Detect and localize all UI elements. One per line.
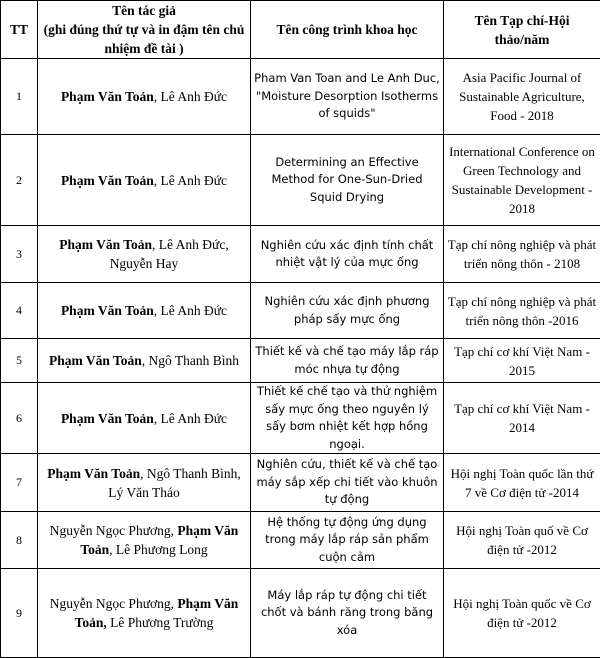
work-title: Thiết kế chế tạo và thử nghiệm sấy mực ống theo nguyên lý sấy bơm nhiệt kết hợp hồng ngoại. <box>251 383 444 454</box>
lead-author-suffix: , <box>142 353 145 368</box>
author-cell <box>38 283 251 339</box>
row-number: 5 <box>1 339 38 383</box>
header-row <box>1 1 600 59</box>
co-authors: Lê Anh Đức <box>157 411 227 426</box>
author-cell <box>38 383 251 454</box>
co-authors: Lê Phương Trường <box>107 615 214 630</box>
row-number: 2 <box>1 135 38 226</box>
author-before: Nguyễn Ngọc Phương, <box>50 523 178 538</box>
journal-name: Hội nghị Toàn quốc về Cơ điện tử -2012 <box>444 569 600 658</box>
journal-name: Tạp chí cơ khí Việt Nam - 2015 <box>444 339 600 383</box>
co-authors: Lê Anh Đức <box>157 89 227 104</box>
journal-name: Hội nghị Toàn quố về Cơ điện tử -2012 <box>444 512 600 569</box>
lead-author-suffix: , <box>140 466 143 481</box>
lead-author: Phạm Văn Toản <box>59 237 152 252</box>
lead-author-suffix: , <box>154 173 157 188</box>
work-title: Máy lắp ráp tự động chi tiết chốt và bánh răng trong băng xóa <box>251 569 444 658</box>
header-journal: Tên Tạp chí-Hội thảo/năm <box>444 1 600 59</box>
work-title: Hệ thống tự động ứng dụng trong máy lắp ráp sản phẩm cuộn cảm <box>251 512 444 569</box>
lead-author: Phạm Văn Toản <box>61 303 154 318</box>
work-title: Determining an Effective Method for One-Sun-Dried Squid Drying <box>251 135 444 226</box>
author-cell <box>38 339 251 383</box>
author-before: Nguyễn Ngọc Phương, <box>50 596 178 611</box>
table-row <box>1 569 600 658</box>
author-cell <box>38 135 251 226</box>
work-title: Pham Van Toan and Le Anh Duc, "Moisture Desorption Isotherms of squids" <box>251 59 444 135</box>
journal-name: Tạp chí nông nghiệp và phát triển nông thôn - 2108 <box>444 226 600 283</box>
co-authors: Lê Anh Đức <box>157 173 227 188</box>
table-row <box>1 383 600 454</box>
co-authors: Ngô Thanh Bình, Lý Văn Tháo <box>108 466 240 500</box>
author-cell <box>38 59 251 135</box>
journal-name: International Conference on Green Technology and Sustainable Development - 2018 <box>444 135 600 226</box>
co-authors: Lê Anh Đức <box>157 303 227 318</box>
author-cell <box>38 569 251 658</box>
work-title: Nghiên cứu, thiết kế và chế tạo máy sắp xếp chi tiết vào khuôn tự động <box>251 454 444 512</box>
table-row <box>1 59 600 135</box>
lead-author-suffix: , <box>154 411 157 426</box>
lead-author: Phạm Văn Toản <box>61 173 154 188</box>
journal-name: Asia Pacific Journal of Sustainable Agriculture, Food - 2018 <box>444 59 600 135</box>
table-row <box>1 454 600 512</box>
header-tt: TT <box>1 1 38 59</box>
lead-author: Phạm Văn Toản <box>80 523 238 557</box>
lead-author-suffix: , <box>152 237 155 252</box>
journal-name: Tạp chí nông nghiệp và phát triển nông thôn -2016 <box>444 283 600 339</box>
lead-author: Phạm Văn Toản <box>49 353 142 368</box>
lead-author-suffix: , <box>109 542 112 557</box>
header-author-title: Tên tác giả <box>112 3 176 18</box>
table-row <box>1 512 600 569</box>
lead-author: Phạm Văn Toản <box>47 466 140 481</box>
co-authors: Lê Anh Đức, Nguyễn Hay <box>110 237 229 271</box>
work-title: Nghiên cứu xác định phương pháp sấy mực ống <box>251 283 444 339</box>
lead-author: Phạm Văn Toản <box>61 89 154 104</box>
author-cell <box>38 512 251 569</box>
row-number: 3 <box>1 226 38 283</box>
lead-author: Phạm Văn Toản, <box>75 596 239 630</box>
co-authors: Ngô Thanh Bình <box>145 353 239 368</box>
author-cell <box>38 454 251 512</box>
lead-author: Phạm Văn Toản <box>61 411 154 426</box>
author-cell <box>38 226 251 283</box>
journal-name: Tạp chí cơ khí Việt Nam - 2014 <box>444 383 600 454</box>
table-row <box>1 283 600 339</box>
lead-author-suffix: , <box>154 89 157 104</box>
row-number: 1 <box>1 59 38 135</box>
work-title: Thiết kế và chế tạo máy lắp ráp móc nhựa tự động <box>251 339 444 383</box>
co-authors: Lê Phương Long <box>113 542 208 557</box>
header-work: Tên công trình khoa học <box>251 1 444 59</box>
journal-name: Hội nghị Toàn quốc lần thứ 7 về Cơ điện tử -2014 <box>444 454 600 512</box>
table-row <box>1 135 600 226</box>
table-row <box>1 339 600 383</box>
work-title: Nghiên cứu xác định tính chất nhiệt vật lý của mực ống <box>251 226 444 283</box>
header-author-note: (ghi đúng thứ tự và in đậm tên chủ nhiệm đề tài ) <box>44 22 245 56</box>
table-row <box>1 226 600 283</box>
row-number: 8 <box>1 512 38 569</box>
row-number: 6 <box>1 383 38 454</box>
row-number: 4 <box>1 283 38 339</box>
row-number: 9 <box>1 569 38 658</box>
lead-author-suffix: , <box>154 303 157 318</box>
header-author <box>38 1 251 59</box>
row-number: 7 <box>1 454 38 512</box>
